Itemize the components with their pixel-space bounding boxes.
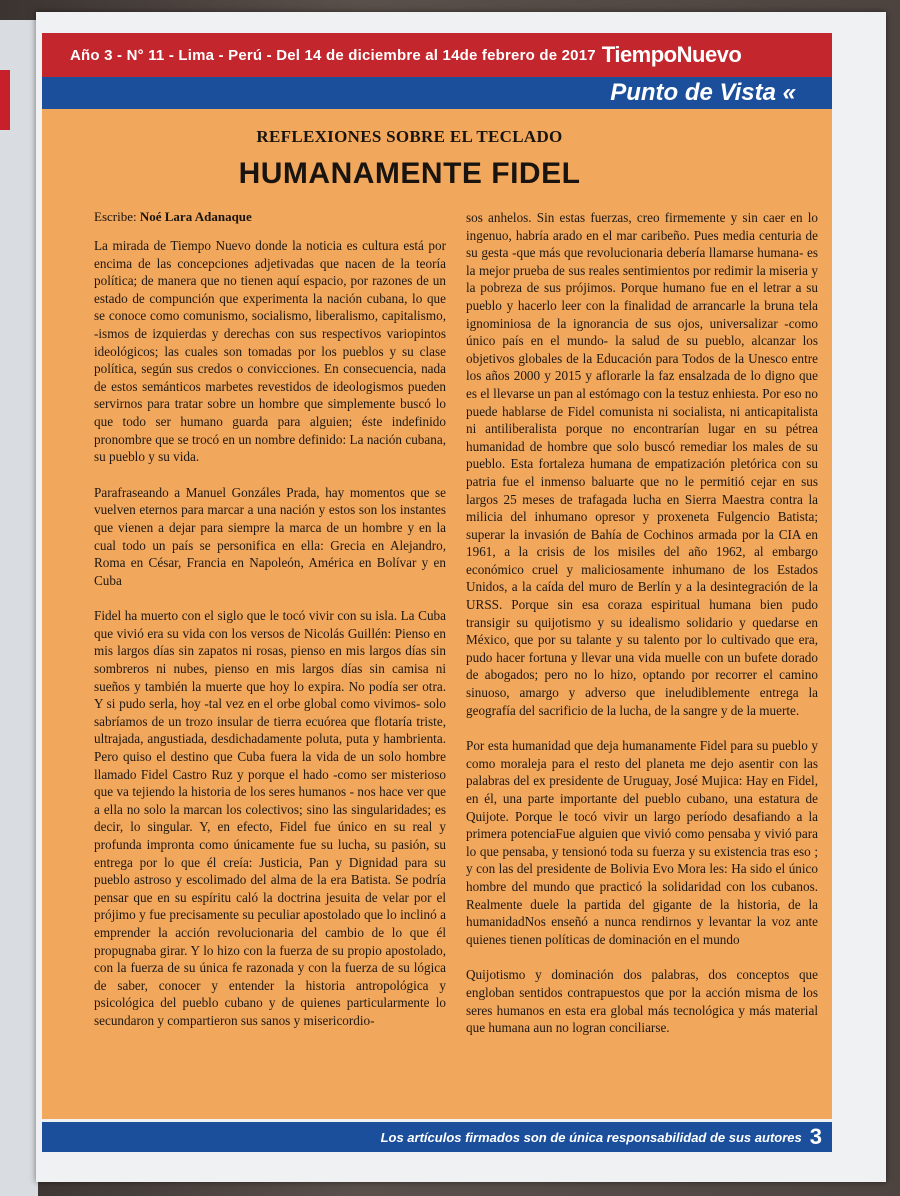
previous-page-edge: [0, 20, 38, 1196]
article-column-left: [94, 237, 446, 1048]
byline-author: Noé Lara Adanaque: [139, 209, 252, 224]
section-title: Punto de Vista «: [610, 79, 796, 106]
page-number: 3: [809, 1124, 822, 1149]
paragraph: Fidel ha muerto con el siglo que le tocó vivir con su isla. La Cuba que vivió era su vida con los versos de Nicolás Guillén: Pienso en mis largos días sin zapatos ni rosas, pienso en mis largos días sin sombreros ni nubes, pienso en mis largos días sin camisa ni sueños y también la muerte que hoy lo expira. No podía ser otra. Y si pudo serla, hoy -tal vez en el orbe global como vivimos- solo sabríamos de un trozo insular de tierra ecuórea que flotaría triste, ultrajada, angustiada, desdichadamente poluta, puta y hambrienta. Pero quiso el destino que Cuba fuera la vida de un solo hombre llamado Fidel Castro Ruz y porque el hado -como ser misterioso que va tejiendo la historia de los seres humanos - nos hace ver que a ella no solo la marcan los colectivos; sino las singularidades; es decir, lo singular. Y, en efecto, Fidel fue único en su real y profunda impronta como únicamente fue su lucha, su pasión, su entrega por lo que él creía: Justicia, Pan y Dignidad para su pueblo astroso y escolimado del alma de la era Batista. Se podría pensar que en su espíritu caló la doctrina jesuita de velar por el prójimo y fue precisamente su peculiar apostolado que lo inclinó a emprender la acción revolucionaria del cambio de lo que él propugnaba girar. Y lo hizo con la fuerza de su propio apostolado, con la fuerza de su única fe razonada y con la fuerza de su lógica de saber, conocer y entender la historia antropológica y psicológica del pueblo cubano y de quienes particularmente lo secundaron y compartieron sus sanos y misericordio-: [94, 608, 446, 1028]
section-band: [42, 77, 832, 109]
paragraph: Quijotismo y dominación dos palabras, dos conceptos que engloban sentidos contrapuestos que por la acción misma de los seres humanos en esta era global más tecnológica y más material que humana aun no logran conciliarse.: [466, 967, 818, 1036]
article-kicker: REFLEXIONES SOBRE EL TECLADO: [256, 127, 563, 146]
previous-page-red-strip: [0, 70, 10, 130]
paragraph: La mirada de Tiempo Nuevo donde la noticia es cultura está por encima de las concepciones adjetivadas que nacen de la teoría política; de manera que no tienen aquí espacio, por razones de un estado de compunción que experimenta la nación cubana, lo que se conoce como comunismo, socialismo, liberalismo, capitalismo, -ismos de izquierdas y derechas con sus respectivos variopintos ideológicos; las cuales son tomadas por los pueblos y su clase política, según sus credos o convicciones. En consecuencia, nada de estos semánticos marbetes revestidos de ideologismos pueden servirnos para tratar sobre un hombre que simplemente buscó lo que todo ser humano guarda para alguien; éste indefinido pronombre que se trocó en un nombre definido: La nación cubana, su pueblo y su vida.: [94, 238, 446, 465]
article-column-right: [466, 209, 818, 1055]
footer-disclaimer: Los artículos firmados son de única responsabilidad de sus autores: [380, 1129, 802, 1145]
brand-logo: TiempoNuevo: [601, 42, 742, 67]
issue-line: Año 3 - N° 11 - Lima - Perú - Del 14 de diciembre al 14de febrero de 2017: [70, 46, 596, 64]
article-headline: HUMANAMENTE FIDEL: [238, 157, 581, 190]
paragraph: Por esta humanidad que deja humanamente Fidel para su pueblo y como moraleja para el resto del planeta me dejo asentir con las palabras del ex presidente de Uruguay, José Mujica: Hay en Fidel, en él, una parte importante del pueblo cubano, una estatura de Quijote. Porque le tocó vivir un largo período desafiando a la primera potenciaFue alguien que vivió como pensaba y vivió para lo que pensaba, y tensionó toda su fuerza y su existencia tras eso ; y con las del presidente de Bolivia Evo Mora les: Ha sido el único hombre del mundo que practicó la solidaridad con los cubanos. Realmente duele la partida del gigante de la historia, de la humanidadNos enseñó a nunca rendirnos y levantar la voz ante quienes tienen políticas de dominación en el mundo: [466, 738, 818, 947]
paragraph: sos anhelos. Sin estas fuerzas, creo firmemente y sin caer en lo ingenuo, habría arado en el mar caribeño. Pues media centuria de su gesta -que más que revolucionaria debería llamarse humana- es la mejor prueba de sus reales sentimientos por redimir la miseria y la pobreza de sus prójimos. Porque humano fue en el letrar a su pueblo y hacerlo leer con la finalidad de arrancarle la bruna tela ignominiosa de la ignorancia de sus ojos, universalizar -como único país en el mundo- la salud de su pueblo, alcanzar los objetivos globales de la Educación para Todos de la Unesco entre los años 2000 y 2015 y aflorarle la faz ensalzada de lo digno que es el llevarse un pan al estómago con la testuz enhiesta. Por eso no puede hablarse de Fidel comunista ni socialista, ni anticapitalista ni antiliberalista porque no encontrarían lugar en su pétrea humanidad de hombre que solo buscó remediar los males de su pueblo. Esta fortaleza humana de empatización pletórica con su patria fue el inmenso baluarte que no le permitió cejar en sus largos 25 meses de trafagada lucha en Sierra Maestra contra la milicia del inhumano opresor y proxeneta Fulgencio Batista; superar la invasión de Bahía de Cochinos armada por la CIA en 1961, a la crisis de los misiles del año 1962, al embargo económico cruel y maliciosamente inhumano de los Estados Unidos, a la caída del muro de Berlín y a la desintegración de la URSS. Porque sin esa coraza espiritual humana bien pudo transigir su quijotismo y su idealismo solidario y quedarse en México, que por su talante y su talento por lo cultivado que era, pudo hacer fortuna y llevar una vida muelle con un bufete dorado de abogados; pero no lo hizo, optando por recorrer el camino sinuoso, amargo y adverso que ineludiblemente entrega la geografía del sacrificio de la lucha, de la sangre y de la muerte.: [466, 210, 818, 718]
byline-prefix: Escribe:: [94, 209, 137, 224]
footer-band: [42, 1122, 832, 1152]
article-byline: [94, 209, 252, 225]
masthead-band: [42, 33, 832, 77]
paragraph: Parafraseando a Manuel Gonzáles Prada, hay momentos que se vuelven eternos para marcar a una nación y estos son los instantes que vienen a dejar para siempre la marca de un hombre y en la cual todo un país se personifica en ella: Grecia en Alejandro, Roma en César, Francia en Napoleón, América en Bolívar y en Cuba: [94, 484, 446, 588]
article-box: [42, 109, 832, 1119]
